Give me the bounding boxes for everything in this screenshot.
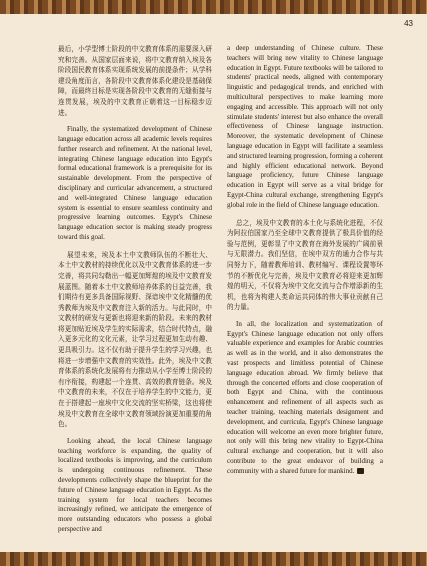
left-text-column — [58, 44, 212, 542]
end-of-article-icon — [357, 468, 364, 474]
paragraph-en-outlook: Looking ahead, the local Chinese language teaching workforce is expanding, the quality of localized textbooks is improving, and the curriculum is undergoing continuous refinement. These developments collectively shape the blueprint for the future of Chinese language education in Egypt. As the training system for local teachers becomes increasingly refined, we anticipate the emergence of more outstanding educators who possess a global perspective and — [58, 436, 212, 533]
paragraph-zh-conclusion: 总之，埃及中文教育的本土化与系统化进程，不仅为阿拉伯国家乃至全球中文教育提供了极具价值的经验与范例，更彰显了中文教育在海外发展的广阔前景与无限潜力。我们坚信，在埃中双方的通力合作与共同努力下，随着教师培训、教材编写、课程设置等环节的不断优化与完善，埃及中文教育必将迎来更加辉煌的明天，不仅将为埃中文化交流与合作增添新的生机，也将为构建人类命运共同体的伟大事业贡献自己的力量。 — [227, 218, 383, 312]
paragraph-zh-finally: 最后，小学型博士阶段的中文教育体系的需要深入研究和完善。从国家层面来说，将中文教育纳入埃及各阶段国民教育体系实现系统发展的前提条件；从学科建设角度而言，各阶段中文教育体系化建设是基础保障，而最终目标是实现各阶段中文教育的无缝衔接与连贯发展，埃及的中文教育正朝着这一目标稳步迈进。 — [58, 45, 212, 117]
right-text-column — [227, 44, 383, 484]
paragraph-en-conclusion-text: In all, the localization and systematization of Egypt's Chinese language education not only offers valuable experience and examples for Arabic countries as well as in the world, and it also demonstrates the vast prospects and limitless potential of Chinese language education abroad. We firmly believe that through the concerted efforts and close cooperation of both Egypt and China, with the continuous enhancement and refinement of all aspects such as teacher training, teaching materials designment and development, and curricula, Egypt's Chinese language education will welcome an even more brighter future, not only will this bring new vitality to Egypt-China cultural exchange and cooperation, but it will also contribute to the great endeavor of building a community with a shared future for mankind. — [227, 319, 383, 475]
decorative-top-border — [0, 0, 427, 14]
page-number: 43 — [404, 19, 413, 28]
paragraph-en-finally: Finally, the systematized development of Chinese language education across all academic levels requires further research and refinement. At the national level, integrating Chinese language education into Egypt's formal educational framework is a prerequisite for its sustainable development. From the perspective of disciplinary and curricular advancement, a structured and well-integrated Chinese language education system is essential to ensure seamless continuity and progressive learning outcomes. Egypt's Chinese language education sector is making steady progress toward this goal. — [58, 125, 212, 241]
paragraph-en-outlook-continued: a deep understanding of Chinese culture. These teachers will bring new vitality to Chinese language education in Egypt. Future textbooks will be tailored to students' practical needs, aligned with contemporary linguistic and pedagogical trends, and enriched with multicultural perspectives to make learning more engaging and accessible. This approach will not only stimulate students' interest but also enhance the overall effectiveness of Chinese language instruction. Moreover, the systematic development of Chinese language education in Egypt will facilitate a seamless and structured learning progression, forming a coherent and highly efficient educational network. Beyond language proficiency, future Chinese language education in Egypt will serve as a vital bridge for Egypt-China cultural exchange, strengthening Egypt's global role in the field of Chinese language education. — [227, 44, 383, 209]
decorative-bottom-border — [0, 552, 427, 566]
paragraph-zh-outlook: 展望未来，埃及本土中文教师队伍的不断壮大、本土中文教材的持续优化以及中文教育体系的进一步完善，将共同勾勒出一幅更加辉煌的埃及中文教育发展蓝图。随着本土中文教师培养体系的日益完善，我们期待有更多具备国际视野、深谙埃中文化精髓的优秀教师为埃及中文教育注入新的活力。与此同时，中文教材的研发与更新也将迎来新的阶段。未来的教材将更加贴近埃及学生的实际需求，结合时代特点，融入更多元化的文化元素，让学习过程更加生动有趣、更具吸引力。这不仅有助于提升学生的学习兴趣，也将进一步增强中文教育的实效性。此外，埃及中文教育体系的系统化发展将有力推动从小学至博士阶段的有序衔接，构建起一个连贯、高效的教育链条。埃及中文教育的未来，不仅在于培养学生的中文能力，更在于搭建起一座埃中文化交流的坚实桥梁，这也将使埃及中文教育在全球中文教育领域扮演更加重要的角色。 — [58, 250, 212, 429]
paragraph-en-conclusion — [227, 320, 383, 477]
